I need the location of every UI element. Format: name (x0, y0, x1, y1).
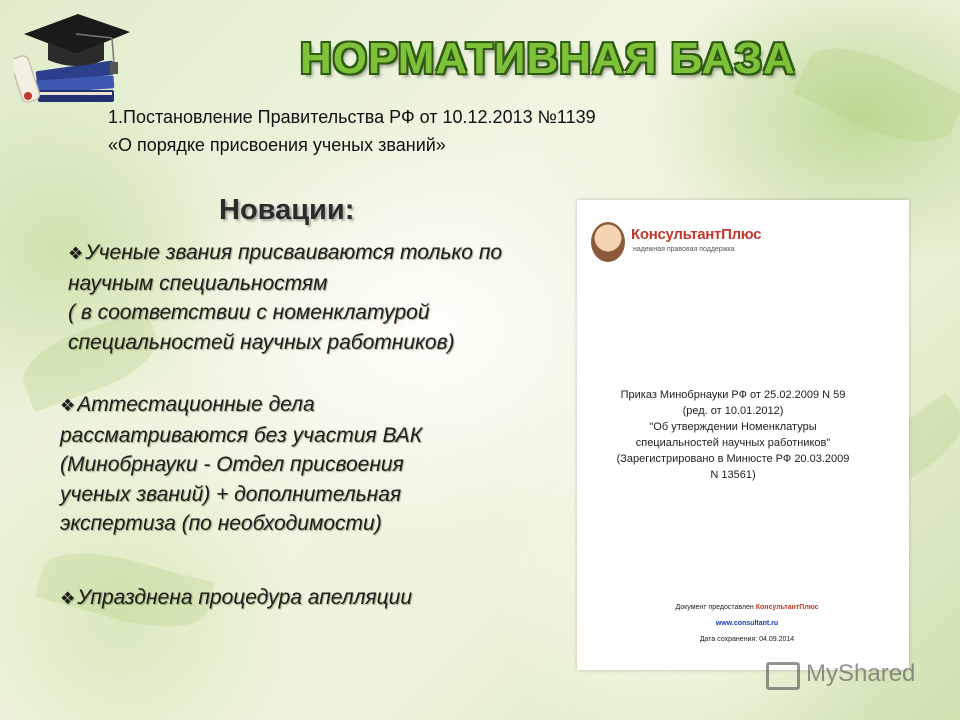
consultant-plus-logo (591, 220, 791, 270)
background-leaf (793, 29, 960, 160)
footer-url: www.consultant.ru (715, 620, 779, 627)
graduation-cap-icon (14, 8, 134, 112)
bullet-item (60, 583, 530, 614)
document-line: (ред. от 10.01.2012) (682, 405, 784, 417)
myshared-watermark (766, 658, 936, 692)
document-footer (617, 600, 877, 648)
slide-title: НОРМАТИВНАЯ БАЗА (300, 34, 796, 83)
document-preview (577, 200, 909, 670)
diamond-bullet-icon: ❖ (68, 244, 84, 263)
document-line: (Зарегистрировано в Минюсте РФ 20.03.2009 (616, 453, 850, 465)
bullet-line: научным специальностям (68, 271, 328, 295)
document-line: N 13561) (710, 469, 756, 481)
footer-brand: КонсультантПлюс (755, 604, 819, 611)
bullet-line: ученых званий) + дополнительная (60, 482, 402, 506)
bullet-line: специальностей научных работников) (68, 330, 455, 354)
bullet-item (60, 390, 530, 539)
footer-date: Дата сохранения: 04.09.2014 (699, 636, 795, 643)
bullet-line (60, 390, 530, 421)
decree-line: «О порядке присвоения ученых званий» (108, 135, 446, 155)
bullet-line: экспертиза (по необходимости) (60, 512, 382, 535)
diamond-bullet-icon: ❖ (60, 396, 76, 415)
footer-provided-by (617, 600, 877, 616)
decree-reference (108, 103, 788, 159)
document-title (587, 387, 879, 483)
document-line: специальностей научных работников" (635, 437, 831, 449)
bullet-text: Аттестационные дела (77, 393, 315, 416)
bullet-line (68, 238, 588, 269)
section-title: Новации: (219, 194, 355, 226)
bullet-text: Упразднена процедура апелляции (77, 586, 413, 609)
diamond-bullet-icon: ❖ (60, 589, 76, 608)
footer-prefix: Документ предоставлен (675, 604, 754, 611)
bullet-line: (Минобрнауки - Отдел присвоения (60, 453, 404, 476)
bullet-line: рассматриваются без участия ВАК (60, 423, 423, 447)
logo-name: КонсультантПлюс (631, 226, 762, 243)
bullet-item (68, 238, 588, 357)
decree-line: 1.Постановление Правительства РФ от 10.12.2013 №1139 (108, 107, 596, 127)
mascot-icon (591, 222, 625, 262)
watermark-text: MyShared (806, 660, 916, 687)
presentation-screen-icon (766, 662, 800, 690)
logo-subtitle: надежная правовая поддержка (633, 246, 735, 253)
document-line: Приказ Минобрнауки РФ от 25.02.2009 N 59 (620, 389, 846, 401)
document-line: "Об утверждении Номенклатуры (649, 421, 817, 433)
bullet-text: Ученые звания присваиваются только по (85, 241, 503, 264)
bullet-line: ( в соответствии с номенклатурой (68, 301, 430, 324)
